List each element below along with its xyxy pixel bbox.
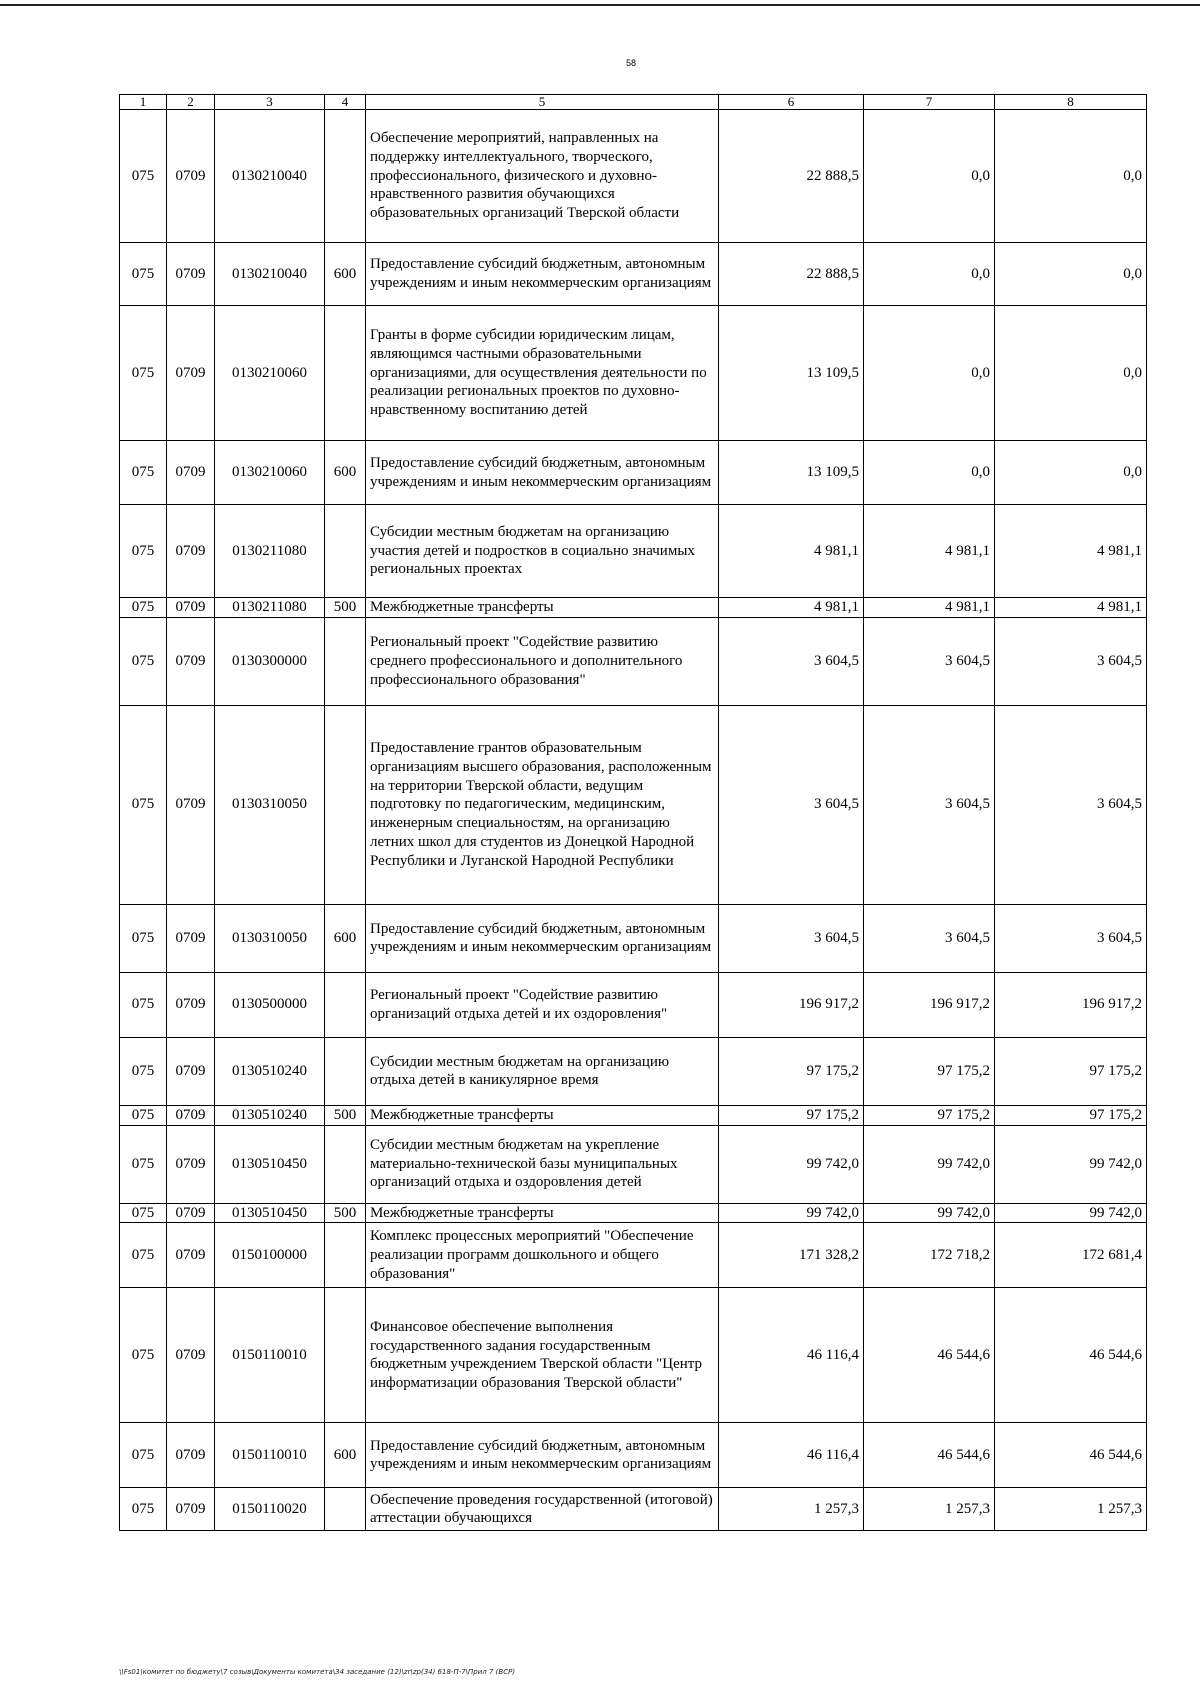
cell-amount-year-2: 46 544,6 [864,1423,995,1488]
cell-section-code: 0709 [167,1223,215,1288]
table-row [120,598,1147,618]
cell-amount-year-3: 46 544,6 [995,1423,1147,1488]
cell-amount-year-1: 171 328,2 [719,1223,864,1288]
cell-amount-year-2: 196 917,2 [864,972,995,1037]
cell-amount-year-1: 3 604,5 [719,617,864,705]
cell-amount-year-1: 13 109,5 [719,441,864,505]
cell-expense-type: 600 [325,441,366,505]
table-row [120,243,1147,306]
top-rule [0,4,1200,6]
cell-amount-year-2: 99 742,0 [864,1203,995,1223]
cell-target-article: 0130300000 [215,617,325,705]
cell-admin-code: 075 [120,441,167,505]
budget-table [119,94,1147,1531]
cell-expense-type: 600 [325,243,366,306]
table-row [120,1125,1147,1203]
cell-amount-year-2: 97 175,2 [864,1037,995,1105]
cell-target-article: 0130211080 [215,505,325,598]
cell-target-article: 0130510240 [215,1105,325,1125]
cell-amount-year-1: 13 109,5 [719,306,864,441]
cell-amount-year-3: 99 742,0 [995,1203,1147,1223]
cell-section-code: 0709 [167,705,215,904]
cell-amount-year-3: 99 742,0 [995,1125,1147,1203]
cell-description: Межбюджетные трансферты [366,1105,719,1125]
cell-admin-code: 075 [120,1125,167,1203]
cell-target-article: 0150110010 [215,1423,325,1488]
cell-admin-code: 075 [120,505,167,598]
column-number-row [120,95,1147,110]
cell-amount-year-1: 4 981,1 [719,598,864,618]
cell-amount-year-2: 3 604,5 [864,904,995,972]
cell-target-article: 0130210060 [215,441,325,505]
cell-amount-year-2: 0,0 [864,306,995,441]
cell-section-code: 0709 [167,598,215,618]
cell-amount-year-3: 172 681,4 [995,1223,1147,1288]
cell-expense-type: 600 [325,904,366,972]
cell-amount-year-1: 3 604,5 [719,705,864,904]
cell-amount-year-2: 3 604,5 [864,617,995,705]
table-body [120,110,1147,1531]
cell-amount-year-3: 0,0 [995,110,1147,243]
cell-admin-code: 075 [120,598,167,618]
cell-description: Субсидии местным бюджетам на организацию отдыха детей в каникулярное время [366,1037,719,1105]
cell-admin-code: 075 [120,904,167,972]
cell-description: Субсидии местным бюджетам на укрепление материально-технической базы муниципальных организаций отдыха и оздоровления детей [366,1125,719,1203]
cell-amount-year-1: 196 917,2 [719,972,864,1037]
cell-amount-year-2: 0,0 [864,243,995,306]
cell-target-article: 0130210040 [215,110,325,243]
cell-amount-year-3: 4 981,1 [995,505,1147,598]
cell-target-article: 0130210040 [215,243,325,306]
cell-expense-type [325,1125,366,1203]
cell-amount-year-3: 97 175,2 [995,1037,1147,1105]
column-header: 8 [995,95,1147,110]
cell-section-code: 0709 [167,617,215,705]
cell-target-article: 0130310050 [215,904,325,972]
cell-section-code: 0709 [167,1203,215,1223]
column-header: 1 [120,95,167,110]
cell-section-code: 0709 [167,110,215,243]
cell-target-article: 0130510240 [215,1037,325,1105]
cell-description: Комплекс процессных мероприятий "Обеспечение реализации программ дошкольного и общего образования" [366,1223,719,1288]
page-number: 58 [625,58,636,68]
cell-section-code: 0709 [167,904,215,972]
cell-description: Региональный проект "Содействие развитию организаций отдыха детей и их оздоровления" [366,972,719,1037]
cell-amount-year-1: 1 257,3 [719,1488,864,1531]
cell-amount-year-1: 99 742,0 [719,1203,864,1223]
cell-description: Предоставление субсидий бюджетным, автономным учреждениям и иным некоммерческим организациям [366,904,719,972]
cell-amount-year-1: 46 116,4 [719,1288,864,1423]
cell-amount-year-2: 4 981,1 [864,505,995,598]
table-row [120,904,1147,972]
cell-section-code: 0709 [167,441,215,505]
table-row [120,110,1147,243]
cell-expense-type [325,1223,366,1288]
cell-target-article: 0150100000 [215,1223,325,1288]
cell-target-article: 0130211080 [215,598,325,618]
table-row [120,1423,1147,1488]
cell-expense-type [325,617,366,705]
cell-admin-code: 075 [120,306,167,441]
cell-admin-code: 075 [120,1288,167,1423]
cell-expense-type [325,1488,366,1531]
cell-description: Субсидии местным бюджетам на организацию участия детей и подростков в социально значимых региональных проектах [366,505,719,598]
cell-amount-year-2: 97 175,2 [864,1105,995,1125]
cell-section-code: 0709 [167,1105,215,1125]
cell-amount-year-3: 97 175,2 [995,1105,1147,1125]
cell-expense-type: 500 [325,598,366,618]
footer-file-path: \\Fs01\комитет по бюджету\7 созыв\Документы комитета\34 заседание (12)\zr\zp(34) 618-П-7\Прил 7 (ВСР) [119,1668,516,1676]
cell-section-code: 0709 [167,1488,215,1531]
cell-amount-year-3: 0,0 [995,441,1147,505]
cell-description: Региональный проект "Содействие развитию среднего профессионального и дополнительного профессионального образования" [366,617,719,705]
cell-description: Гранты в форме субсидии юридическим лицам, являющимся частными образовательными организациями, для осуществления деятельности по реализации региональных проектов по духовно-нравственному воспитанию детей [366,306,719,441]
cell-amount-year-1: 99 742,0 [719,1125,864,1203]
cell-amount-year-2: 0,0 [864,441,995,505]
cell-admin-code: 075 [120,705,167,904]
cell-amount-year-1: 22 888,5 [719,243,864,306]
cell-target-article: 0130510450 [215,1125,325,1203]
cell-amount-year-2: 172 718,2 [864,1223,995,1288]
cell-target-article: 0130310050 [215,705,325,904]
cell-section-code: 0709 [167,1288,215,1423]
cell-target-article: 0130210060 [215,306,325,441]
column-header: 6 [719,95,864,110]
cell-expense-type: 500 [325,1203,366,1223]
cell-target-article: 0130510450 [215,1203,325,1223]
cell-expense-type [325,972,366,1037]
cell-target-article: 0150110010 [215,1288,325,1423]
cell-amount-year-3: 0,0 [995,243,1147,306]
cell-expense-type: 500 [325,1105,366,1125]
cell-description: Обеспечение мероприятий, направленных на поддержку интеллектуального, творческого, профессионального, физического и духовно-нравственного развития обучающихся образовательных организаций Тверской области [366,110,719,243]
cell-description: Обеспечение проведения государственной (итоговой) аттестации обучающихся [366,1488,719,1531]
cell-description: Предоставление субсидий бюджетным, автономным учреждениям и иным некоммерческим организациям [366,441,719,505]
cell-description: Межбюджетные трансферты [366,598,719,618]
cell-amount-year-1: 3 604,5 [719,904,864,972]
column-header: 7 [864,95,995,110]
cell-section-code: 0709 [167,243,215,306]
cell-admin-code: 075 [120,1223,167,1288]
cell-amount-year-2: 1 257,3 [864,1488,995,1531]
cell-target-article: 0130500000 [215,972,325,1037]
cell-section-code: 0709 [167,505,215,598]
cell-section-code: 0709 [167,1125,215,1203]
cell-expense-type [325,1288,366,1423]
cell-admin-code: 075 [120,1203,167,1223]
cell-admin-code: 075 [120,1037,167,1105]
cell-admin-code: 075 [120,1105,167,1125]
table-row [120,617,1147,705]
table-row [120,705,1147,904]
cell-expense-type [325,306,366,441]
cell-amount-year-2: 99 742,0 [864,1125,995,1203]
cell-expense-type: 600 [325,1423,366,1488]
cell-amount-year-3: 3 604,5 [995,705,1147,904]
cell-amount-year-2: 0,0 [864,110,995,243]
table-row [120,1223,1147,1288]
cell-expense-type [325,505,366,598]
column-header: 5 [366,95,719,110]
cell-expense-type [325,1037,366,1105]
table-row [120,972,1147,1037]
cell-amount-year-1: 97 175,2 [719,1037,864,1105]
cell-amount-year-3: 0,0 [995,306,1147,441]
cell-amount-year-3: 4 981,1 [995,598,1147,618]
cell-target-article: 0150110020 [215,1488,325,1531]
table-row [120,1105,1147,1125]
table-row [120,505,1147,598]
column-header: 4 [325,95,366,110]
column-header: 2 [167,95,215,110]
table-row [120,441,1147,505]
cell-amount-year-2: 4 981,1 [864,598,995,618]
cell-admin-code: 075 [120,1423,167,1488]
cell-amount-year-1: 97 175,2 [719,1105,864,1125]
cell-amount-year-1: 46 116,4 [719,1423,864,1488]
cell-description: Финансовое обеспечение выполнения государственного задания государственным бюджетным учреждением Тверской области "Центр информатизации образования Тверской области" [366,1288,719,1423]
table-row [120,1488,1147,1531]
cell-amount-year-3: 46 544,6 [995,1288,1147,1423]
cell-amount-year-3: 1 257,3 [995,1488,1147,1531]
cell-section-code: 0709 [167,1037,215,1105]
cell-admin-code: 075 [120,110,167,243]
cell-admin-code: 075 [120,972,167,1037]
cell-description: Предоставление субсидий бюджетным, автономным учреждениям и иным некоммерческим организациям [366,243,719,306]
table-row [120,1037,1147,1105]
table-row [120,1288,1147,1423]
cell-amount-year-2: 46 544,6 [864,1288,995,1423]
cell-section-code: 0709 [167,972,215,1037]
table-row [120,306,1147,441]
cell-amount-year-3: 3 604,5 [995,617,1147,705]
cell-description: Межбюджетные трансферты [366,1203,719,1223]
cell-amount-year-2: 3 604,5 [864,705,995,904]
cell-amount-year-1: 22 888,5 [719,110,864,243]
cell-description: Предоставление субсидий бюджетным, автономным учреждениям и иным некоммерческим организациям [366,1423,719,1488]
cell-section-code: 0709 [167,1423,215,1488]
cell-amount-year-3: 3 604,5 [995,904,1147,972]
cell-section-code: 0709 [167,306,215,441]
cell-admin-code: 075 [120,617,167,705]
cell-amount-year-1: 4 981,1 [719,505,864,598]
column-header: 3 [215,95,325,110]
cell-expense-type [325,705,366,904]
cell-amount-year-3: 196 917,2 [995,972,1147,1037]
table-row [120,1203,1147,1223]
cell-admin-code: 075 [120,1488,167,1531]
cell-description: Предоставление грантов образовательным организациям высшего образования, расположенным на территории Тверской области, ведущим подготовку по педагогическим, медицинским, инженерным специальностям, на организацию летних школ для студентов из Донецкой Народной Республики и Луганской Народной Республики [366,705,719,904]
cell-admin-code: 075 [120,243,167,306]
cell-expense-type [325,110,366,243]
